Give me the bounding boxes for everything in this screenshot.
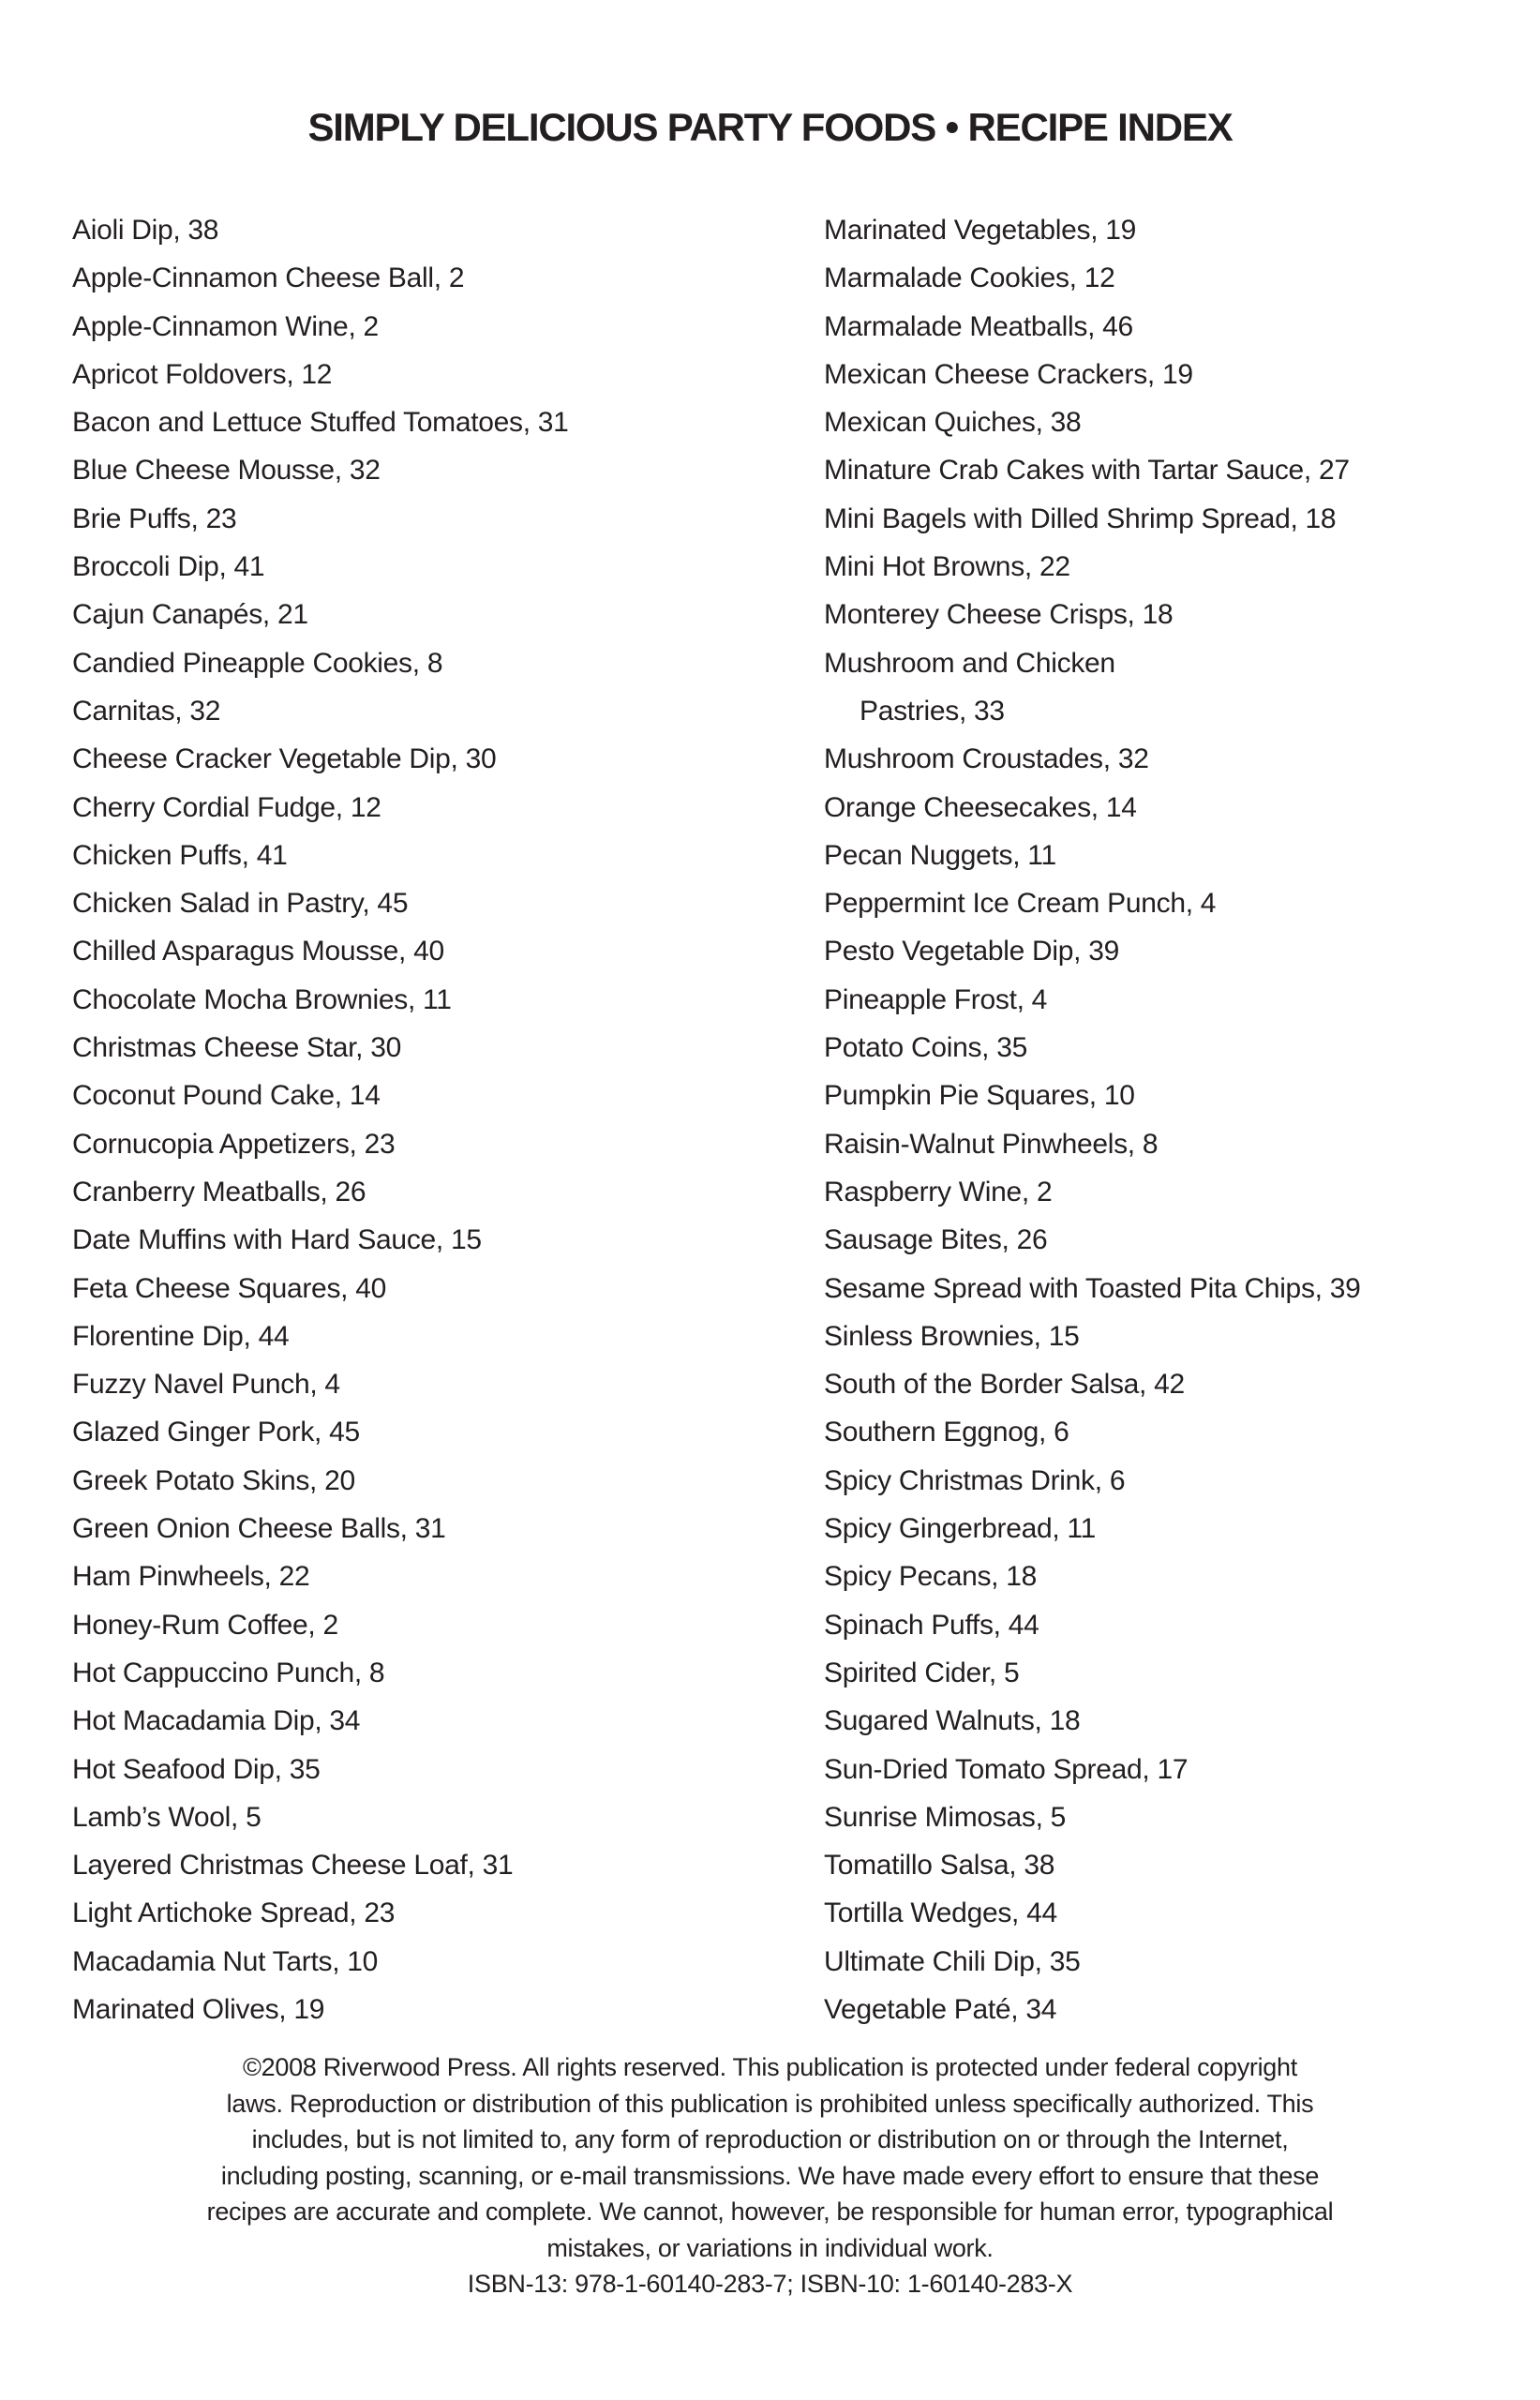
- index-entry: Cherry Cordial Fudge, 12: [72, 791, 381, 823]
- index-entry: Mexican Quiches, 38: [824, 407, 1082, 439]
- index-entry: Cheese Cracker Vegetable Dip, 30: [72, 743, 497, 775]
- footer-line: including posting, scanning, or e-mail transmissions. We have made every effort to ensure that these: [220, 2161, 1320, 2190]
- index-entry: Ham Pinwheels, 22: [72, 1561, 310, 1593]
- index-entry: South of the Border Salsa, 42: [824, 1369, 1185, 1401]
- index-entry: Raspberry Wine, 2: [824, 1176, 1053, 1208]
- index-entry: Vegetable Paté, 34: [824, 1993, 1057, 2025]
- index-entry: Broccoli Dip, 41: [72, 551, 265, 583]
- index-entry: Hot Macadamia Dip, 34: [72, 1705, 361, 1737]
- index-entry: Peppermint Ice Cream Punch, 4: [824, 888, 1217, 920]
- index-entry: Pesto Vegetable Dip, 39: [824, 936, 1119, 968]
- index-entry: Date Muffins with Hard Sauce, 15: [72, 1224, 482, 1256]
- index-entry: Glazed Ginger Pork, 45: [72, 1417, 360, 1448]
- index-entry: Light Artichoke Spread, 23: [72, 1898, 396, 1929]
- index-entry: Hot Seafood Dip, 35: [72, 1753, 321, 1785]
- footer-line: ISBN-13: 978-1-60140-283-7; ISBN-10: 1-60140-283-X: [467, 2270, 1073, 2298]
- index-entry: Monterey Cheese Crisps, 18: [824, 599, 1174, 631]
- index-entry: Minature Crab Cakes with Tartar Sauce, 27: [824, 455, 1350, 487]
- index-entry: Spicy Gingerbread, 11: [824, 1513, 1096, 1545]
- index-entry: Layered Christmas Cheese Loaf, 31: [72, 1850, 514, 1882]
- index-entry: Cajun Canapés, 21: [72, 599, 308, 631]
- index-entry: Apple-Cinnamon Cheese Ball, 2: [72, 262, 465, 294]
- index-entry: Spirited Cider, 5: [824, 1657, 1020, 1688]
- index-entry: Spinach Puffs, 44: [824, 1609, 1039, 1641]
- footer-line: ©2008 Riverwood Press. All rights reserved. This publication is protected under federal copyright: [243, 2053, 1297, 2081]
- index-entry: Ultimate Chili Dip, 35: [824, 1945, 1081, 1977]
- index-entry: Brie Puffs, 23: [72, 502, 237, 534]
- index-entry: Orange Cheesecakes, 14: [824, 791, 1137, 823]
- index-entry: Aioli Dip, 38: [72, 215, 219, 246]
- index-entry: Carnitas, 32: [72, 695, 221, 727]
- index-entry: Tortilla Wedges, 44: [824, 1898, 1057, 1929]
- footer-line: laws. Reproduction or distribution of this publication is prohibited unless specifically authorized. This: [226, 2089, 1314, 2118]
- index-entry: Mini Hot Browns, 22: [824, 551, 1070, 583]
- index-entry: Pineapple Frost, 4: [824, 983, 1048, 1015]
- index-entry: Apricot Foldovers, 12: [72, 358, 333, 390]
- index-entry: Mexican Cheese Crackers, 19: [824, 358, 1193, 390]
- index-entry: Apple-Cinnamon Wine, 2: [72, 310, 379, 342]
- index-entry: Sausage Bites, 26: [824, 1224, 1048, 1256]
- index-entry: Greek Potato Skins, 20: [72, 1464, 355, 1496]
- index-entry: Mini Bagels with Dilled Shrimp Spread, 18: [824, 502, 1337, 534]
- index-entry: Chicken Puffs, 41: [72, 839, 288, 871]
- footer-line: mistakes, or variations in individual work.: [546, 2233, 994, 2262]
- index-entry: Cranberry Meatballs, 26: [72, 1176, 366, 1208]
- index-entry: Marmalade Cookies, 12: [824, 262, 1115, 294]
- index-entry: Sinless Brownies, 15: [824, 1320, 1080, 1352]
- index-entry: Chicken Salad in Pastry, 45: [72, 888, 409, 920]
- index-entry: Southern Eggnog, 6: [824, 1417, 1069, 1448]
- index-entry: Spicy Pecans, 18: [824, 1561, 1037, 1593]
- index-entry: Cornucopia Appetizers, 23: [72, 1128, 396, 1160]
- index-entry: Pecan Nuggets, 11: [824, 839, 1056, 871]
- page-title: SIMPLY DELICIOUS PARTY FOODS • RECIPE INDEX: [307, 105, 1233, 149]
- copyright-notice: [0, 2049, 1540, 2302]
- index-entry: Sugared Walnuts, 18: [824, 1705, 1081, 1737]
- index-entry: Bacon and Lettuce Stuffed Tomatoes, 31: [72, 407, 569, 439]
- index-left-column: [72, 206, 569, 2033]
- index-entry: Potato Coins, 35: [824, 1032, 1028, 1064]
- footer-line: includes, but is not limited to, any form of reproduction or distribution on or through the Internet,: [251, 2125, 1289, 2153]
- index-entry: Lamb’s Wool, 5: [72, 1801, 262, 1833]
- index-entry: Fuzzy Navel Punch, 4: [72, 1369, 340, 1401]
- index-entry: Mushroom and Chicken: [824, 647, 1115, 679]
- index-entry: Marmalade Meatballs, 46: [824, 310, 1133, 342]
- index-entry: Pumpkin Pie Squares, 10: [824, 1080, 1135, 1112]
- index-entry: Green Onion Cheese Balls, 31: [72, 1513, 446, 1545]
- index-entry: Blue Cheese Mousse, 32: [72, 455, 381, 487]
- index-entry: Marinated Olives, 19: [72, 1993, 325, 2025]
- index-entry: Macadamia Nut Tarts, 10: [72, 1945, 379, 1977]
- index-entry: Mushroom Croustades, 32: [824, 743, 1149, 775]
- index-entry: Feta Cheese Squares, 40: [72, 1272, 386, 1304]
- index-entry: Candied Pineapple Cookies, 8: [72, 647, 443, 679]
- index-entry: Spicy Christmas Drink, 6: [824, 1464, 1126, 1496]
- index-entry: Tomatillo Salsa, 38: [824, 1850, 1055, 1882]
- footer-line: recipes are accurate and complete. We cannot, however, be responsible for human error, typographical: [206, 2198, 1334, 2226]
- index-entry: Chilled Asparagus Mousse, 40: [72, 936, 444, 968]
- index-entry: Chocolate Mocha Brownies, 11: [72, 983, 452, 1015]
- index-entry: Sunrise Mimosas, 5: [824, 1801, 1067, 1833]
- index-entry: Christmas Cheese Star, 30: [72, 1032, 401, 1064]
- index-entry: Pastries, 33: [860, 695, 1005, 727]
- index-right-column: [824, 206, 1360, 2033]
- index-entry: Florentine Dip, 44: [72, 1320, 290, 1352]
- index-entry: Marinated Vegetables, 19: [824, 215, 1137, 246]
- index-entry: Sun-Dried Tomato Spread, 17: [824, 1753, 1189, 1785]
- index-entry: Sesame Spread with Toasted Pita Chips, 39: [824, 1272, 1361, 1304]
- index-entry: Coconut Pound Cake, 14: [72, 1080, 381, 1112]
- index-entry: Raisin-Walnut Pinwheels, 8: [824, 1128, 1159, 1160]
- index-entry: Hot Cappuccino Punch, 8: [72, 1657, 385, 1688]
- index-entry: Honey-Rum Coffee, 2: [72, 1609, 338, 1641]
